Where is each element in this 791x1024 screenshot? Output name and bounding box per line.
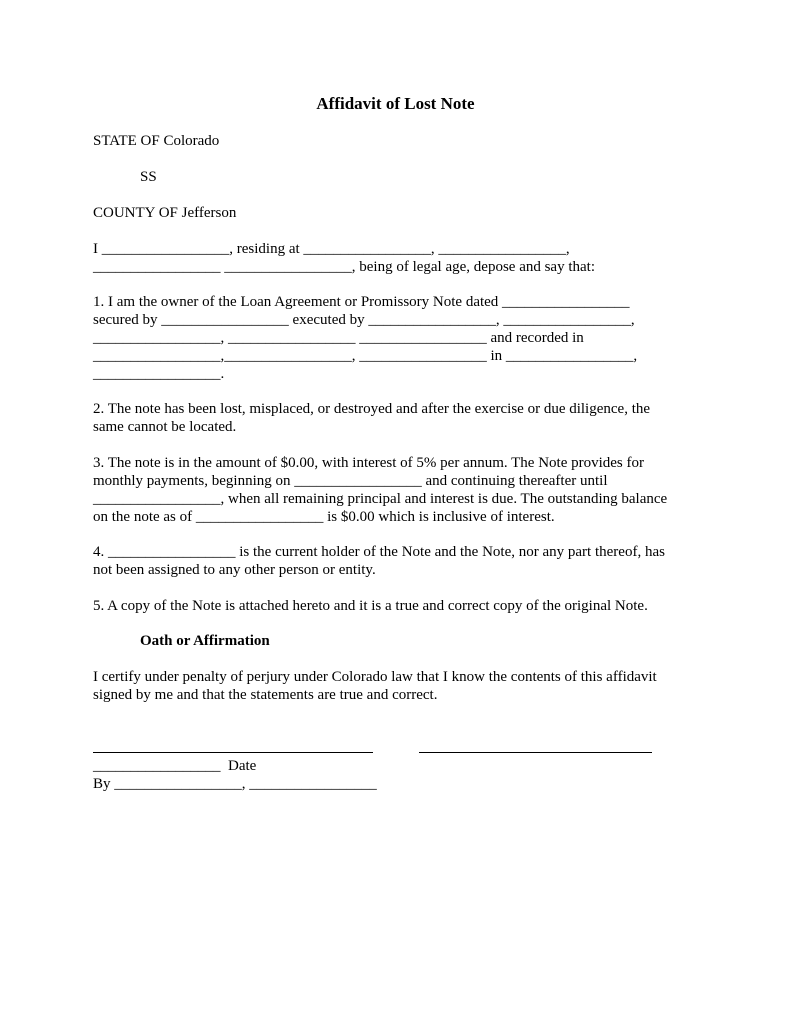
name-date-line: _________________ Date [93, 758, 257, 774]
para1-line-1: 1. I am the owner of the Loan Agreement or Promissory Note dated _________________ [93, 294, 630, 310]
document-title: Affidavit of Lost Note [316, 94, 475, 113]
date-line [419, 752, 652, 753]
intro-line-2: _________________ _________________, being of legal age, depose and say that: [93, 259, 596, 275]
state-line: STATE OF Colorado [93, 133, 220, 149]
para3-line-4: on the note as of _________________ is $0.00 which is inclusive of interest. [93, 509, 555, 525]
para1-line-5: _________________. [93, 366, 225, 382]
county-line: COUNTY OF Jefferson [93, 205, 237, 221]
ss-line: SS [140, 169, 157, 185]
signature-line [93, 752, 373, 753]
para2-line-1: 2. The note has been lost, misplaced, or destroyed and after the exercise or due diligence, the [93, 401, 651, 417]
oath-text-line-2: signed by me and that the statements are true and correct. [93, 687, 438, 703]
para3-line-2: monthly payments, beginning on _________________ and continuing thereafter until [93, 473, 608, 489]
para1-line-2: secured by _________________ executed by _________________, _________________, [93, 312, 635, 328]
para4-line-1: 4. _________________ is the current holder of the Note and the Note, nor any part thereof, has [93, 544, 665, 560]
oath-heading: Oath or Affirmation [140, 633, 270, 649]
para5-line: 5. A copy of the Note is attached hereto and it is a true and correct copy of the original Note. [93, 598, 648, 614]
by-line: By _________________, _________________ [93, 776, 377, 792]
para2-line-2: same cannot be located. [93, 419, 237, 435]
para3-line-1: 3. The note is in the amount of $0.00, with interest of 5% per annum. The Note provides for [93, 455, 645, 471]
oath-text-line-1: I certify under penalty of perjury under Colorado law that I know the contents of this affidavit [93, 669, 657, 685]
para4-line-2: not been assigned to any other person or entity. [93, 562, 376, 578]
para1-line-3: _________________, _________________ _________________ and recorded in [93, 330, 584, 346]
intro-line-1: I _________________, residing at _________________, _________________, [93, 241, 570, 257]
para1-line-4: _________________,_________________, _________________ in _________________, [93, 348, 638, 364]
para3-line-3: _________________, when all remaining principal and interest is due. The outstanding balance [93, 491, 668, 507]
